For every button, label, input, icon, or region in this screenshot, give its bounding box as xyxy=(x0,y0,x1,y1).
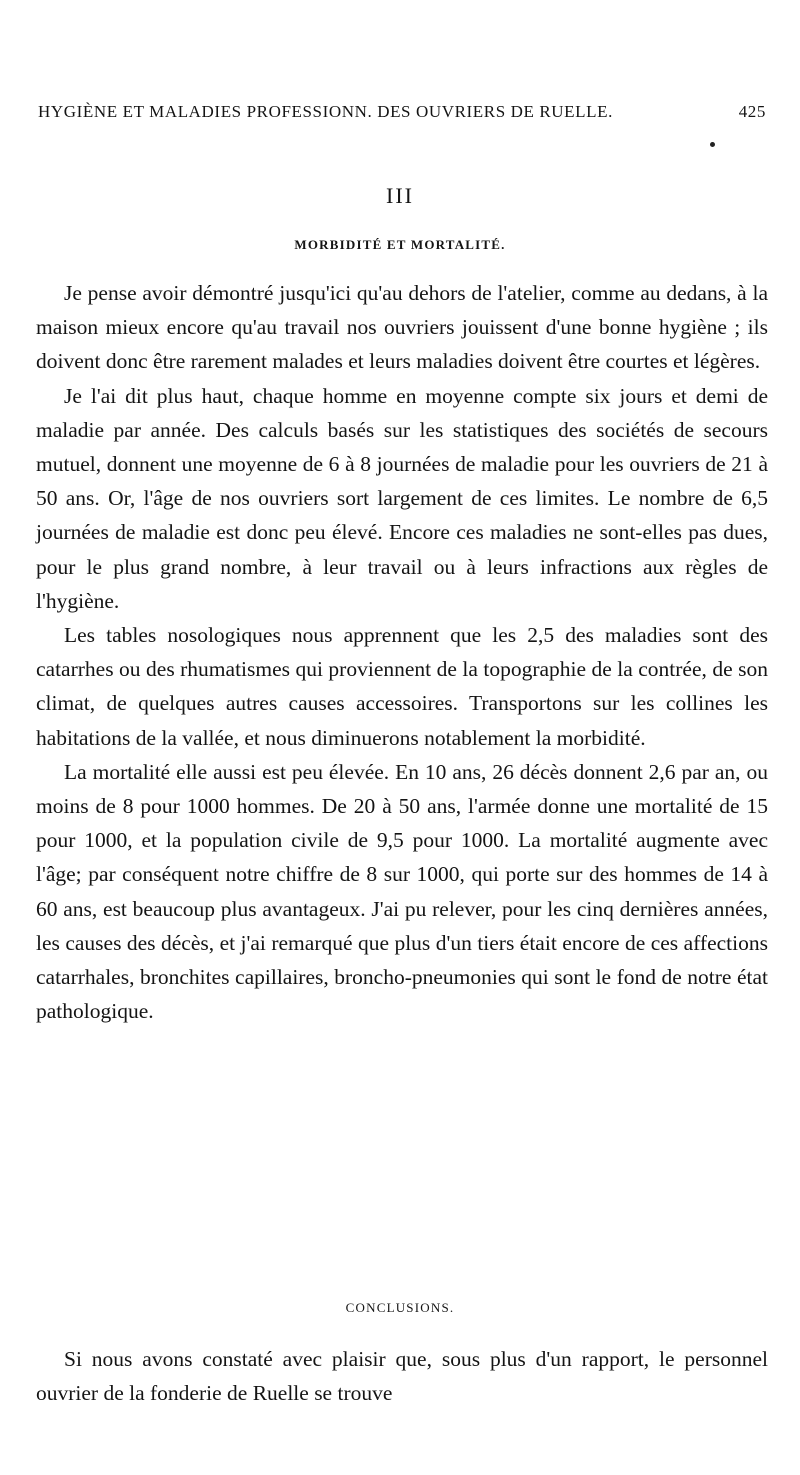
running-title: HYGIÈNE ET MALADIES PROFESSIONN. DES OUVRIERS DE RUELLE. xyxy=(38,102,613,121)
paragraph-4: La mortalité elle aussi est peu élevée. En 10 ans, 26 décès donnent 2,6 par an, ou moins de 8 pour 1000 hommes. De 20 à 50 ans, l'armée donne une mortalité de 15 pour 1000, et la population civile de 9,5 pour 1000. La mortalité augmente avec l'âge; par conséquent notre chiffre de 8 sur 1000, qui porte sur des hommes de 14 à 60 ans, est beaucoup plus avantageux. J'ai pu relever, pour les cinq dernières années, les causes des décès, et j'ai remarqué que plus d'un tiers était encore de ces affections catarrhales, bronchites capillaires, broncho-pneumonies qui sont le fond de notre état pathologique. xyxy=(36,759,768,1024)
running-head xyxy=(38,102,766,122)
body-text xyxy=(36,276,768,1028)
paragraph-3: Les tables nosologiques nous apprennent que les 2,5 des maladies sont des catarrhes ou des rhumatismes qui proviennent de la topographie de la contrée, de son climat, de quelques autres causes accessoires. Transportons sur les collines les habitations de la vallée, et nous diminuerons notablement la morbidité. xyxy=(36,623,768,750)
section-number: III xyxy=(386,183,414,208)
paragraph-1: Je pense avoir démontré jusqu'ici qu'au dehors de l'atelier, comme au dedans, à la maison mieux encore qu'au travail nos ouvriers jouissent d'une bonne hygiène ; ils doivent donc être rarement malades et leurs maladies doivent être courtes et légères. xyxy=(36,281,768,374)
conclusions-text xyxy=(36,1342,768,1410)
page-number: 425 xyxy=(738,102,766,121)
paragraph-2: Je l'ai dit plus haut, chaque homme en moyenne compte six jours et demi de maladie par année. Des calculs basés sur les statistiques des sociétés de secours mutuel, donnent une moyenne de 6 à 8 journées de maladie pour les ouvriers de 21 à 50 ans. Or, l'âge de nos ouvriers sort largement de ces limites. Le nombre de 6,5 journées de maladie est donc peu élevé. Encore ces maladies ne sont-elles pas dues, pour le plus grand nombre, à leur travail ou à leurs infractions aux règles de l'hygiène. xyxy=(36,383,768,613)
paragraph-conclusions: Si nous avons constaté avec plaisir que, sous plus d'un rapport, le personnel ouvrier de la fonderie de Ruelle se trouve xyxy=(36,1347,768,1406)
section-heading: MORBIDITÉ ET MORTALITÉ. xyxy=(294,237,506,252)
ink-dot xyxy=(710,142,715,147)
conclusions-heading: CONCLUSIONS. xyxy=(345,1300,455,1315)
